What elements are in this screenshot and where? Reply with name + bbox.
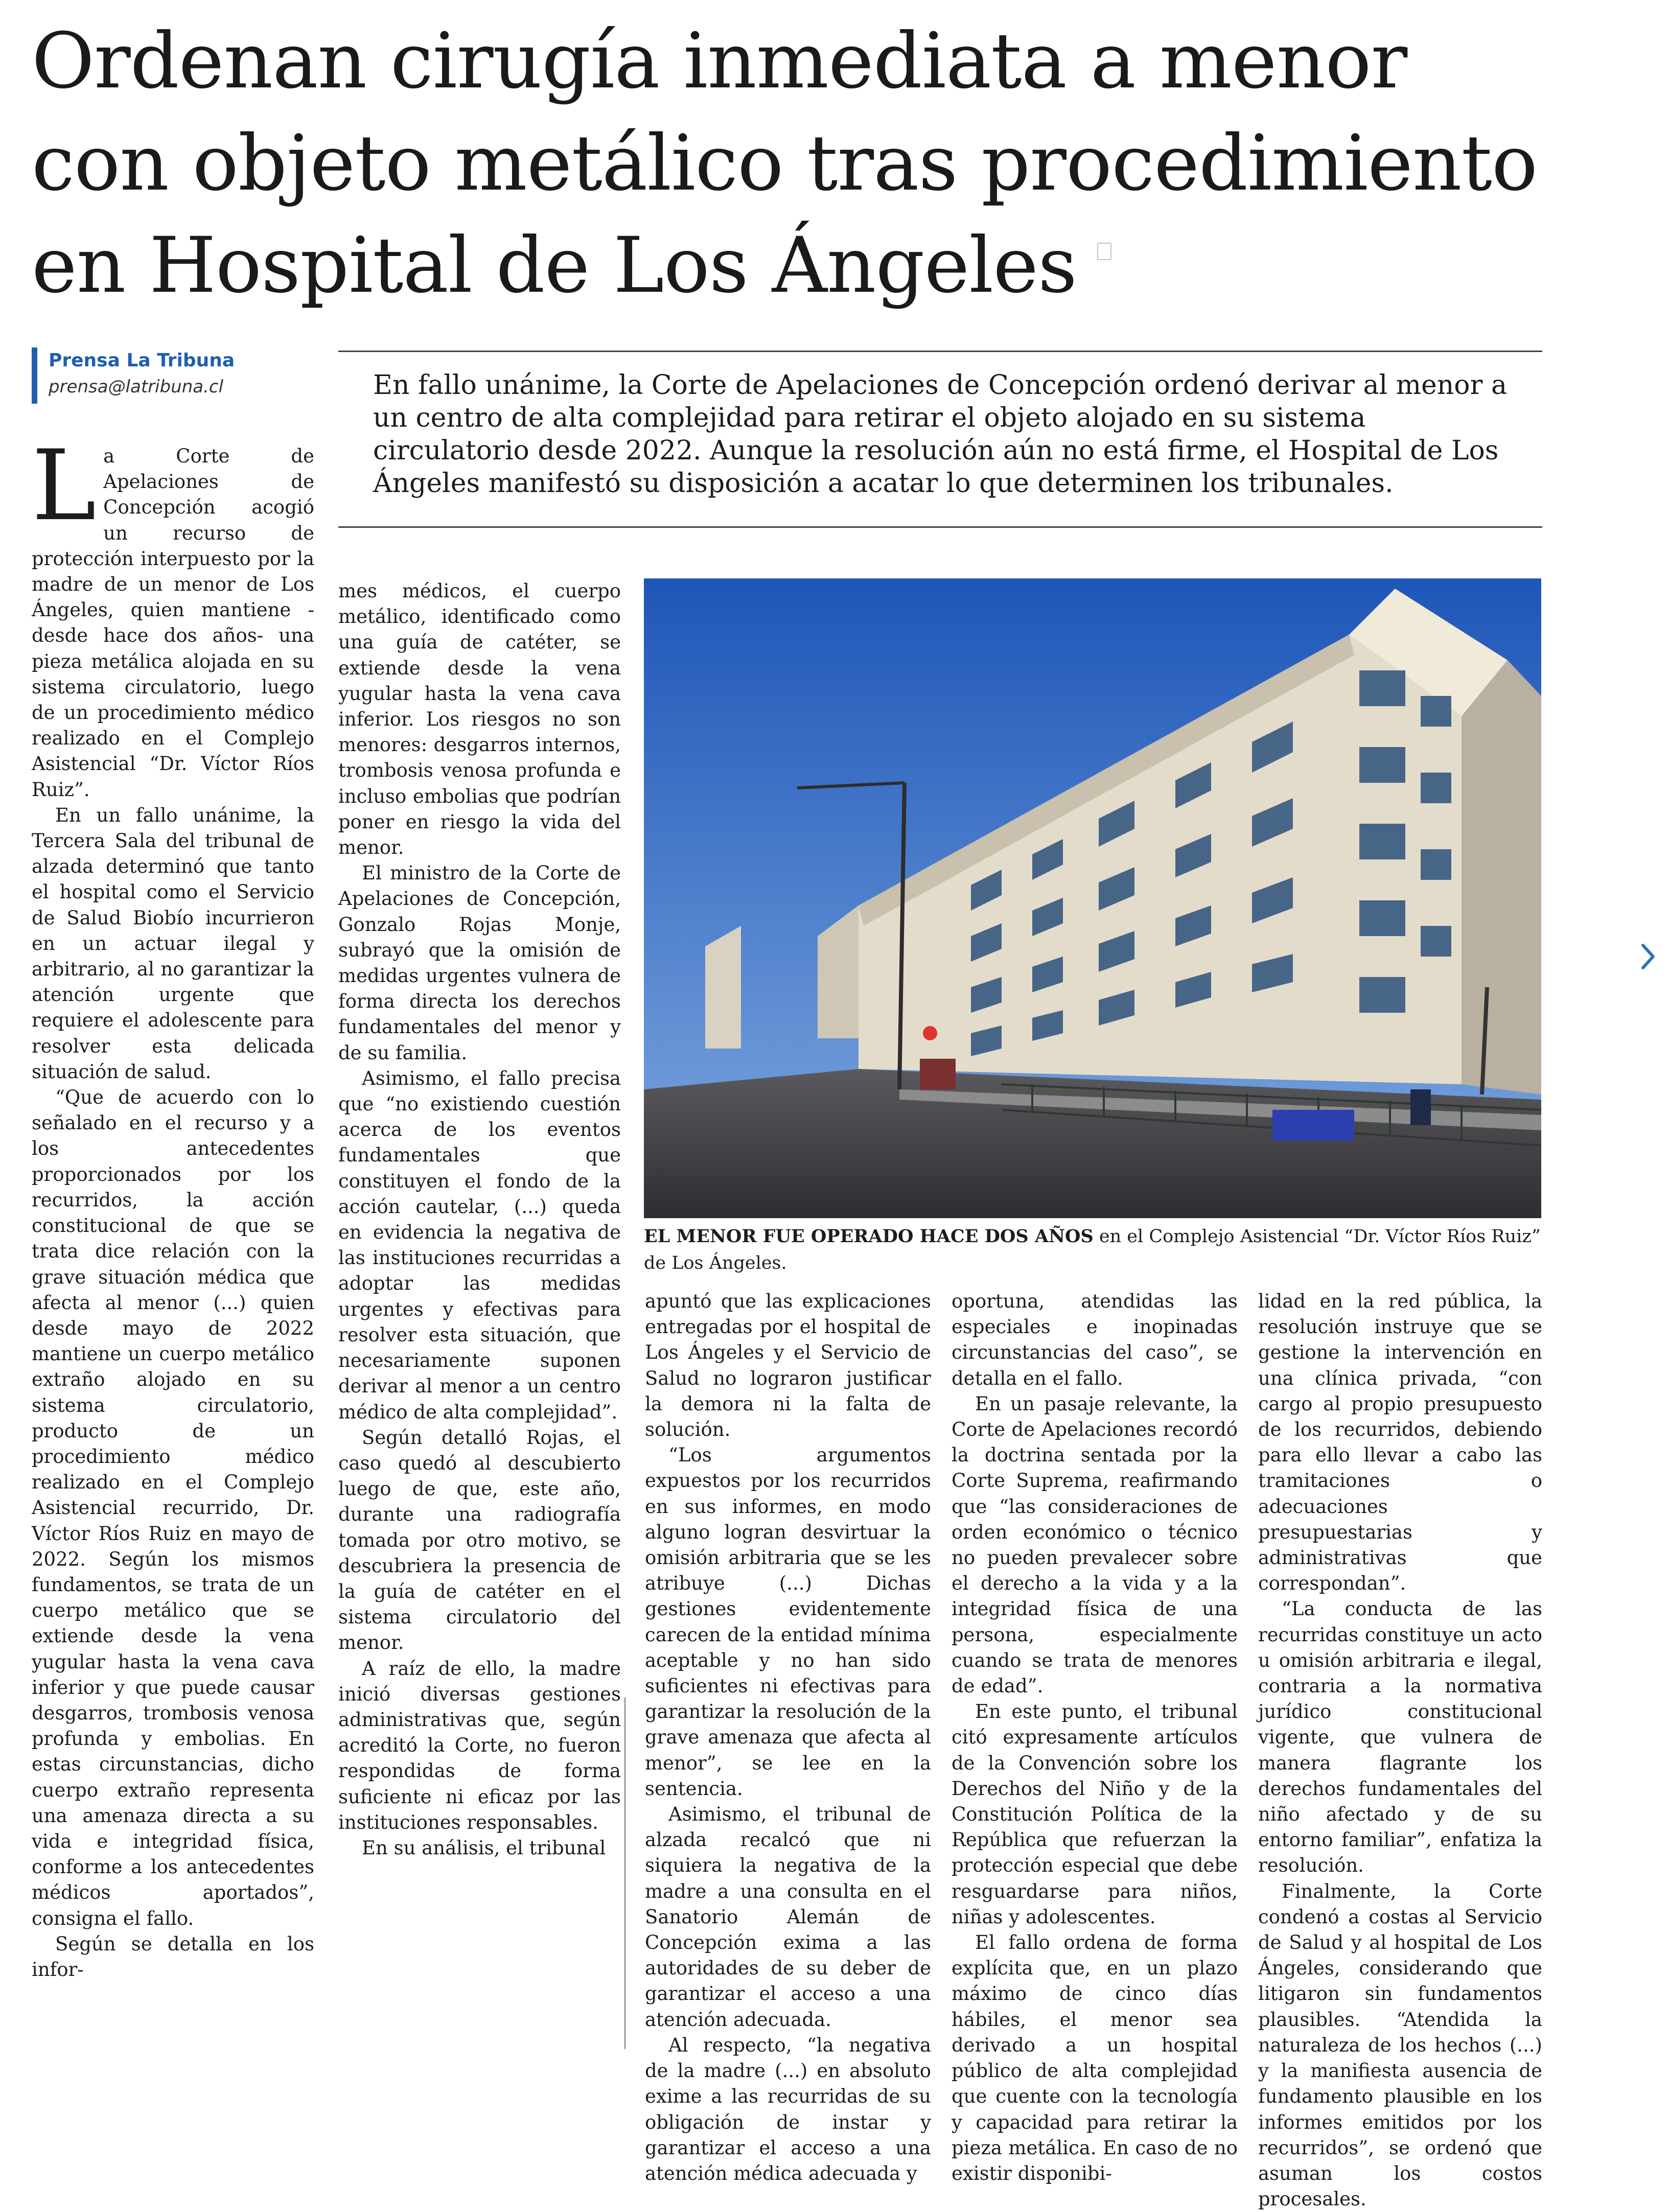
paragraph: Asimismo, el tribunal de alzada recalcó que ni siquiera la negativa de la madre a una consulta en el Sanatorio Alemán de Concepción exima a las autoridades de su deber de garantizar el acceso a una atención adecuada.	[645, 1803, 931, 2031]
column-1	[32, 429, 314, 1983]
paragraph: En su análisis, el tribunal	[362, 1836, 606, 1859]
column-divider	[624, 1697, 625, 2049]
byline	[32, 347, 235, 404]
caption-lead: EL MENOR FUE OPERADO HACE DOS AÑOS	[644, 1226, 1094, 1247]
hospital-photo	[644, 578, 1541, 1218]
paragraph-text: a Corte de Apelaciones de Concepción acogió un recurso de protección interpuesto por la madre de un menor de Los Ángeles, quien mantiene -desde hace dos años- una pieza metálica alojada en su sistema circulatorio, luego de un procedimiento médico realizado en el Complejo Asistencial “Dr. Víctor Ríos Ruiz”.	[32, 445, 314, 801]
byline-email[interactable]: prensa@latribuna.cl	[49, 377, 224, 397]
paragraph: oportuna, atendidas las especiales e inopinadas circunstancias del caso”, se detalla en el fallo.	[952, 1290, 1238, 1389]
paragraph: Según detalló Rojas, el caso quedó al descubierto luego de que, este año, durante una radiografía tomada por otro motivo, se descubriera la presencia de la guía de catéter en el sistema circulatorio del menor.	[338, 1426, 621, 1654]
paragraph: lidad en la red pública, la resolución instruye que se gestione la intervención en una clínica privada, “con cargo al propio presupuesto de los recurridos, debiendo para ello llevar a cabo las tramitaciones o adecuaciones presupuestarias y administrativas que correspondan”.	[1258, 1290, 1542, 1595]
paragraph: Asimismo, el fallo precisa que “no existiendo cuestión acerca de los eventos fundamentales que constituyen el fondo de la acción cautelar, (...) queda en evidencia la negativa de las instituciones recurridas a adoptar las medidas urgentes y efectivas para resolver esta situación, que necesariamente suponen derivar al menor a un centro médico de alta complejidad”.	[338, 1067, 621, 1423]
column-5	[1258, 1289, 1542, 2212]
paragraph: En un pasaje relevante, la Corte de Apelaciones recordó la doctrina sentada por la Corte Suprema, reafirmando que “las consideraciones de orden económico o técnico no pueden prevalecer sobre el derecho a la vida y a la integridad física de una persona, especialmente cuando se trata de menores de edad”.	[952, 1392, 1238, 1697]
byline-name: Prensa La Tribuna	[49, 350, 235, 371]
lede: En fallo unánime, la Corte de Apelaciones de Concepción ordenó derivar al menor a un centro de alta complejidad para retirar el objeto alojado en su sistema circulatorio desde 2022. Aunque la resolución aún no está firme, el Hospital de Los Ángeles manifestó su disposición a acatar lo que determinen los tribunales.	[373, 370, 1507, 499]
lede-top-rule	[338, 351, 1542, 352]
caption-text: en el Complejo Asistencial “Dr. Víctor Ríos Ruiz” de Los Ángeles.	[644, 1226, 1541, 1273]
paragraph: “La conducta de las recurridas constituye un acto u omisión arbitraria e ilegal, contraria a la normativa jurídico constitucional vigente, que vulnera de manera flagrante los derechos fundamentales del niño afectado y de su entorno familiar”, enfatiza la resolución.	[1258, 1598, 1542, 1877]
headline-line-1: Ordenan cirugía inmediata a menor	[32, 17, 1407, 106]
paragraph: Al respecto, “la negativa de la madre (...) en absoluto exime a las recurridas de su obligación de instar y garantizar el acceso a una atención médica adecuada y	[645, 2034, 931, 2184]
paragraph: mes médicos, el cuerpo metálico, identificado como una guía de catéter, se extiende desde la vena yugular hasta la vena cava inferior. Los riesgos no son menores: desgarros internos, trombosis venosa profunda e incluso embolias que podrían poner en riesgo la vida del menor.	[338, 580, 621, 859]
paragraph: El ministro de la Corte de Apelaciones de Concepción, Gonzalo Rojas Monje, subrayó que la omisión de medidas urgentes vulnera de forma directa los derechos fundamentales del menor y de su familia.	[338, 862, 621, 1064]
headline-line-3-text: en Hospital de Los Ángeles	[32, 221, 1077, 310]
column-3	[645, 1289, 931, 2186]
note-icon[interactable]	[1097, 243, 1111, 260]
paragraph: Finalmente, la Corte condenó a costas al Servicio de Salud y al hospital de Los Ángeles, considerando que litigaron sin fundamentos plausibles. “Atendida la naturaleza de los hechos (...) y la manifiesta ausencia de fundamento plausible en los informes emitidos por los recurridos”, se ordenó que asuman los costos procesales.	[1258, 1880, 1542, 2210]
paragraph: En este punto, el tribunal citó expresamente artículos de la Convención sobre los Derechos del Niño y de la Constitución Política de la República que refuerzan la protección especial que debe resguardarse para niños, niñas y adolescentes.	[952, 1701, 1238, 1928]
paragraph: A raíz de ello, la madre inició diversas gestiones administrativas que, según acreditó la Corte, no fueron respondidas de forma suficiente ni eficaz por las instituciones responsables.	[338, 1657, 621, 1833]
photo-caption	[644, 1223, 1541, 1276]
headline-line-2: con objeto metálico tras procedimiento	[32, 119, 1538, 208]
paragraph: El fallo ordena de forma explícita que, en un plazo máximo de cinco días hábiles, el menor sea derivado a un hospital público de alta complejidad que cuente con la tecnología y capacidad para retirar la pieza metálica. En caso de no existir disponibi-	[952, 1931, 1238, 2184]
drop-cap: L	[32, 429, 97, 542]
paragraph: En un fallo unánime, la Tercera Sala del tribunal de alzada determinó que tanto el hospital como el Servicio de Salud Biobío incurrieron en un actuar ilegal y arbitrario, al no garantizar la atención urgente que requiere el adolescente para resolver esta delicada situación de salud.	[32, 804, 314, 1083]
headline-line-3	[32, 215, 1606, 317]
headline	[32, 10, 1606, 317]
chevron-right-icon[interactable]	[1638, 941, 1658, 972]
paragraph: “Los argumentos expuestos por los recurridos en sus informes, en modo alguno logran desvirtuar la omisión arbitraria que se les atribuye (...) Dichas gestiones evidentemente carecen de la entidad mínima aceptable y no han sido suficientes ni efectivas para garantizar la resolución de la grave amenaza que afecta al menor”, se lee en la sentencia.	[645, 1444, 931, 1800]
column-4	[952, 1289, 1238, 2186]
paragraph: apuntó que las explicaciones entregadas por el hospital de Los Ángeles y el Servicio de Salud no lograron justificar la demora ni la falta de solución.	[645, 1290, 931, 1441]
paragraph: Según se detalla en los infor-	[32, 1932, 314, 1981]
lede-bottom-rule	[338, 526, 1542, 528]
column-2	[338, 578, 621, 1861]
paragraph: “Que de acuerdo con lo señalado en el recurso y a los antecedentes proporcionados por los recurridos, la acción constitucional de que se trata dice relación con la grave situación médica que afecta al menor (...) quien desde mayo de 2022 mantiene un cuerpo metálico extraño alojado en su sistema circulatorio, producto de un procedimiento médico realizado en el Complejo Asistencial recurrido, Dr. Víctor Ríos Ruiz en mayo de 2022. Según los mismos fundamentos, se trata de un cuerpo metálico que se extiende desde la vena yugular hasta la vena cava inferior y que puede causar desgarros, trombosis venosa profunda y embolias. En estas circunstancias, dicho cuerpo extraño representa una amenaza directa a su vida e integridad física, conforme a los antecedentes médicos aportados”, consigna el fallo.	[32, 1086, 314, 1929]
paragraph	[32, 429, 314, 803]
